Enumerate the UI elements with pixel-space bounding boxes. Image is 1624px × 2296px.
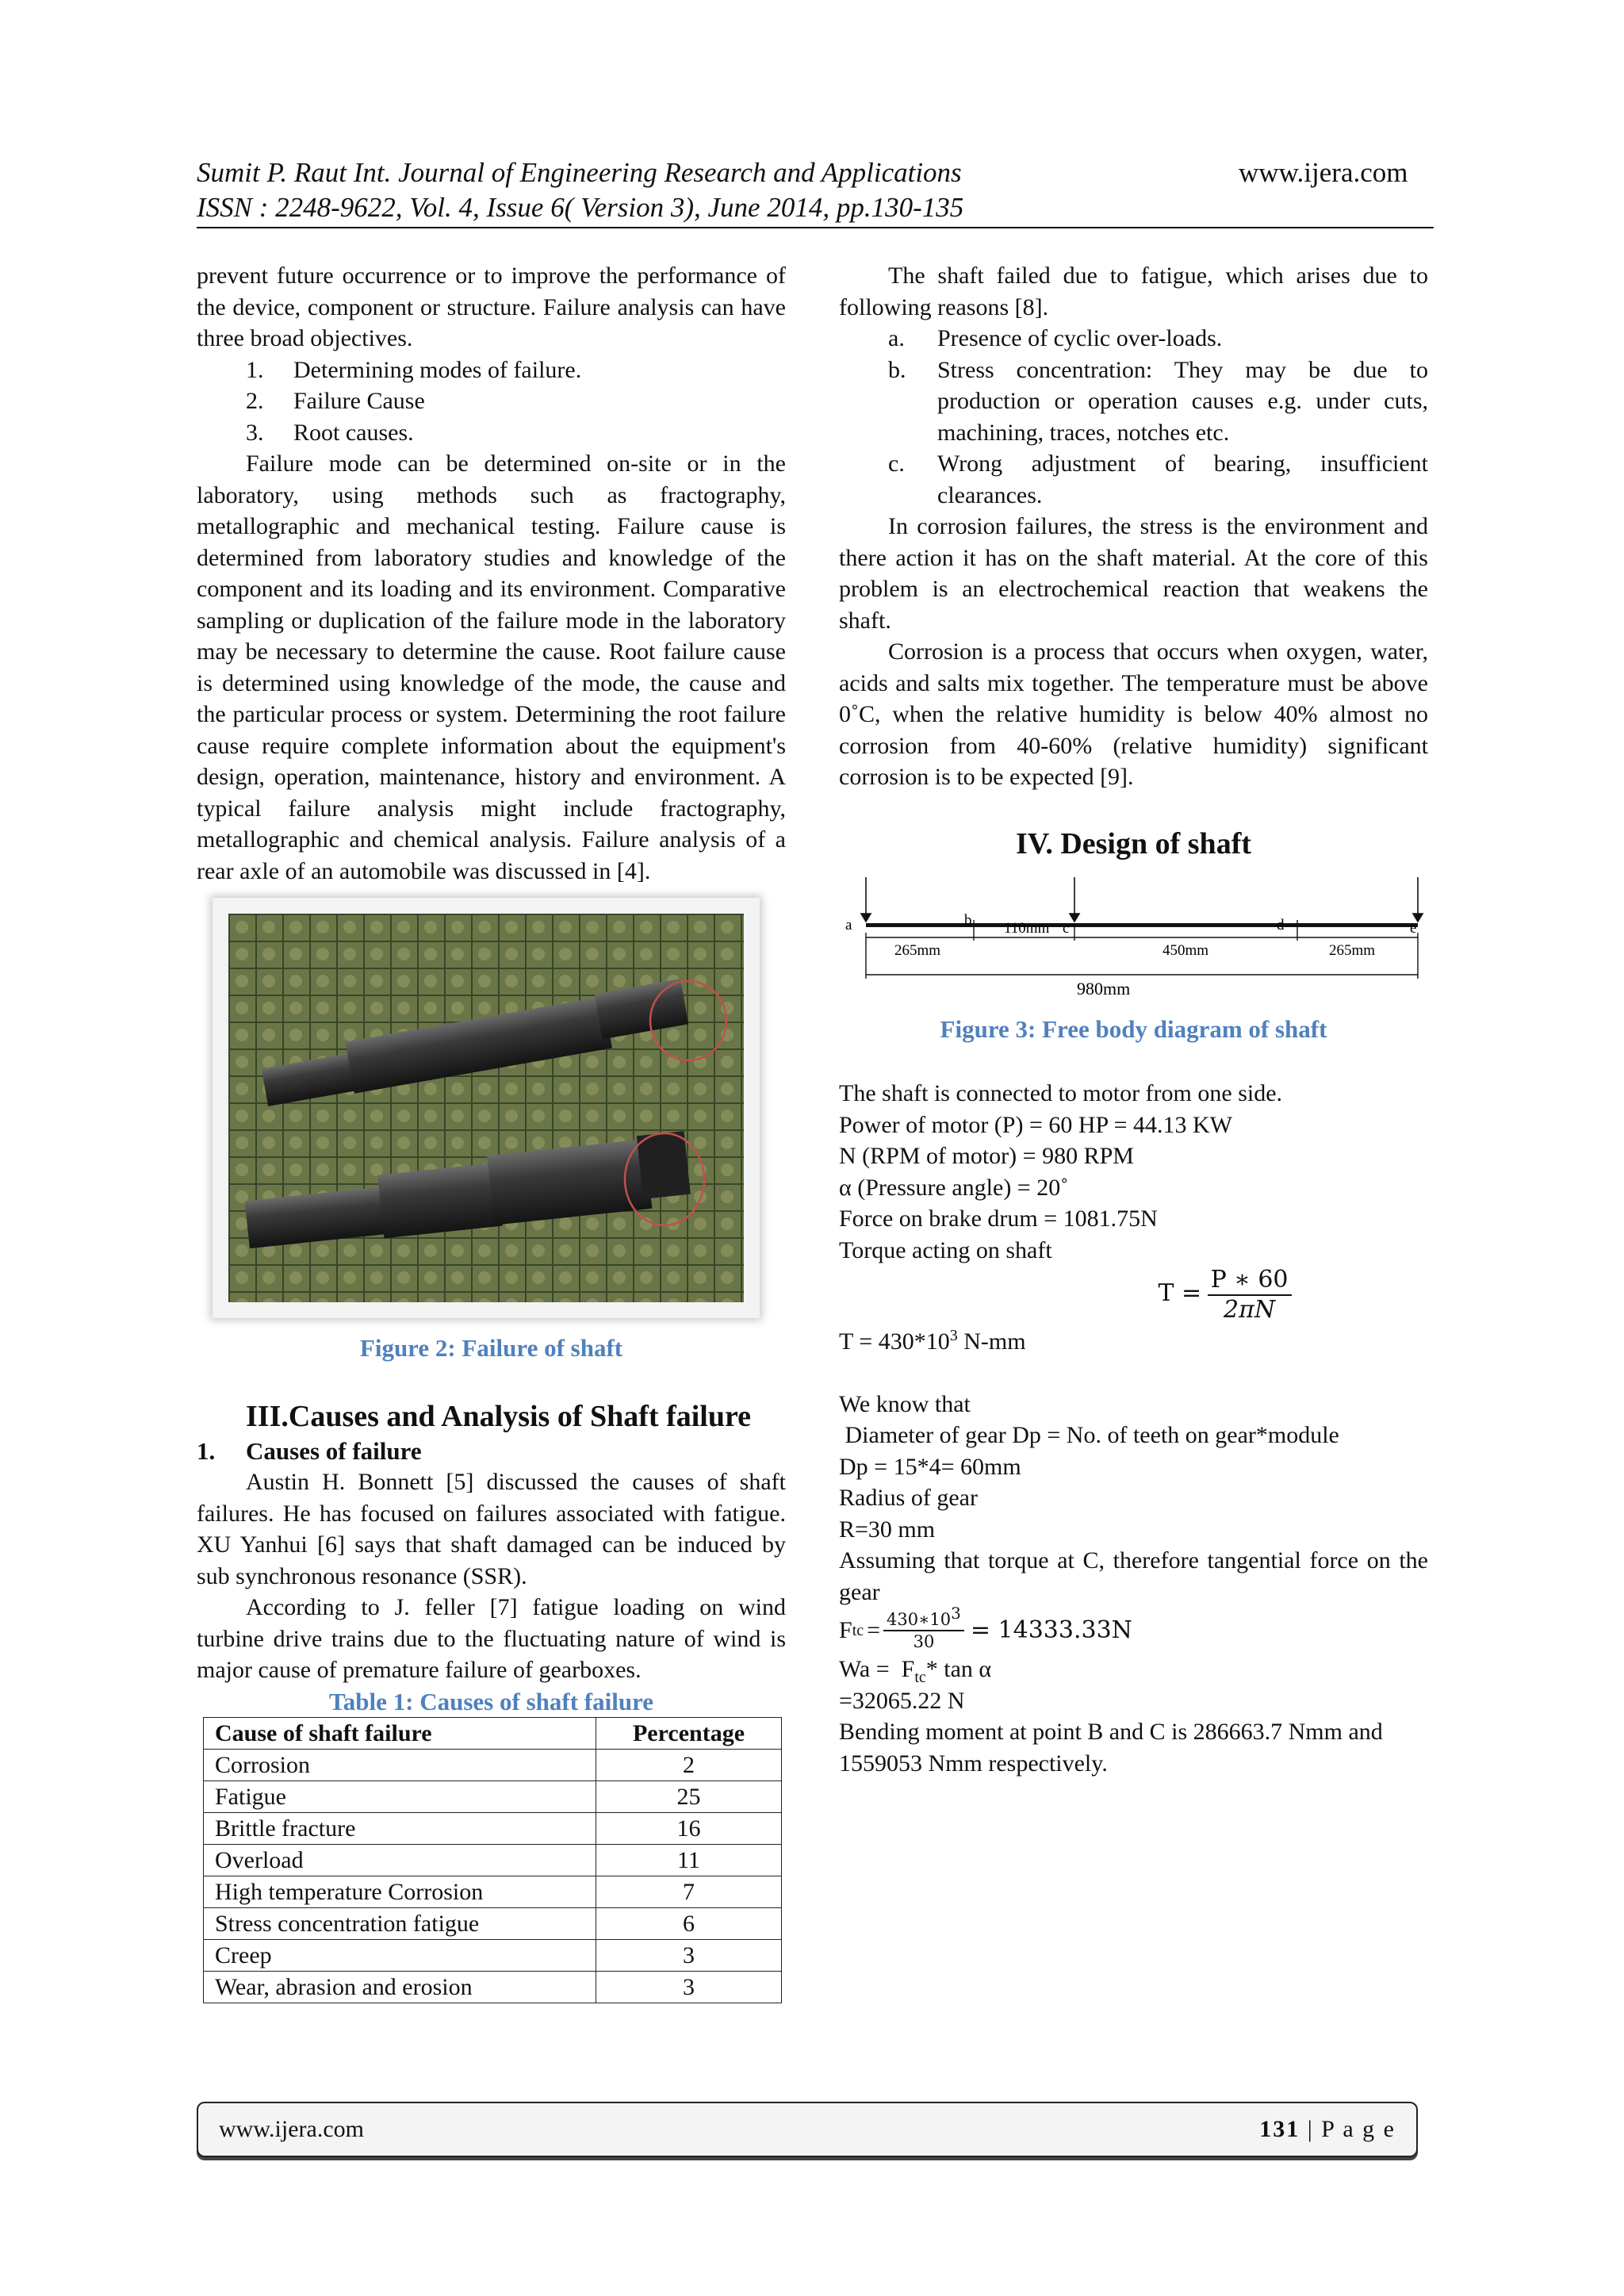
- subsection-1-heading: 1. Causes of failure: [197, 1436, 422, 1465]
- dim-de-label: 265mm: [1329, 941, 1376, 959]
- load-arrows: [861, 877, 1423, 922]
- shaft-beam: [866, 923, 1418, 927]
- calc-line: Assuming that torque at C, therefore tangential force on the gear: [839, 1547, 1428, 1605]
- torque-value: $T = 430*10^3$ N-mm: [839, 1327, 1026, 1355]
- dim-ab-label: 265mm: [894, 941, 941, 959]
- causes-table: [203, 1717, 782, 2003]
- point-e-label: e: [1410, 919, 1417, 937]
- calc-line: Power of motor (P) = 60 HP = 44.13 KW: [839, 1111, 1233, 1138]
- list-item: 1. Determining modes of failure.: [246, 356, 582, 383]
- table-row: Overload 11: [204, 1845, 782, 1876]
- calc-line: R=30 mm: [839, 1516, 936, 1543]
- failure-mode-paragraph: Failure mode can be determined on-site or in the laboratory, using methods such as fractography, metallographic and mechanical testing. Failure cause is determined from laboratory studies and knowledge of the component and its loading and its environment. Comparative sampling or duplication of the failure mode in the laboratory may be necessary to determine the cause. Root failure cause is determined using knowledge of the mode, the cause and the particular process or system. Determining the root failure cause require complete information about the equipment's design, operation, maintenance, history and environment. A typical failure analysis might include fractography, metallographic and chemical analysis. Failure analysis of a rear axle of an automobile was discussed in [4].: [197, 450, 786, 884]
- section-3-heading: III.Causes and Analysis of Shaft failure: [246, 1399, 752, 1433]
- journal-line: Sumit P. Raut Int. Journal of Engineering Research and Applications: [197, 157, 962, 188]
- list-item: 2. Failure Cause: [246, 388, 425, 414]
- issn-line: ISSN : 2248-9622, Vol. 4, Issue 6( Version 3), June 2014, pp.130-135: [197, 192, 964, 223]
- reasons-list: [839, 323, 1428, 511]
- right-column: [839, 260, 1428, 1779]
- figure-3-caption: Figure 3: Free body diagram of shaft: [940, 1014, 1327, 1043]
- dim-total-label: 980mm: [1077, 978, 1131, 999]
- calc-line: N (RPM of motor) = 980 RPM: [839, 1143, 1134, 1169]
- calc-line: Bending moment at point B and C is 286663.7 Nmm and 1559053 Nmm respectively.: [839, 1719, 1383, 1777]
- austin-paragraph: Austin H. Bonnett [5] discussed the causes of shaft failures. He has focused on failures associated with fatigue. XU Yanhui [6] says that shaft damaged can be induced by sub synchronous resonance (SSR).: [197, 1469, 786, 1589]
- page-number: 131 | P a g e: [1259, 2116, 1396, 2142]
- shaft-failure-photo: [228, 914, 744, 1302]
- table-row: Wear, abrasion and erosion 3: [204, 1972, 782, 2003]
- left-column: [197, 260, 786, 2003]
- free-body-diagram: [839, 876, 1442, 1002]
- list-item: c. Wrong adjustment of bearing, insufficient clearances.: [888, 450, 1428, 508]
- dim-cd-label: 450mm: [1162, 941, 1209, 959]
- calc-line: The shaft is connected to motor from one side.: [839, 1080, 1283, 1106]
- table-row: Brittle fracture 16: [204, 1813, 782, 1845]
- table-row: Stress concentration fatigue 6: [204, 1908, 782, 1940]
- point-c-label: c: [1063, 919, 1070, 937]
- footer-website: www.ijera.com: [219, 2116, 364, 2142]
- table-row: High temperature Corrosion 7: [204, 1876, 782, 1908]
- list-item: b. Stress concentration: They may be due to production or operation causes e.g. under cuts, machining, traces, notches etc.: [888, 356, 1428, 446]
- table-row: Corrosion 2: [204, 1750, 782, 1781]
- feller-paragraph: According to J. feller [7] fatigue loading on wind turbine drive trains due to the fluctuating nature of wind is major cause of premature failure of gearboxes.: [197, 1594, 786, 1683]
- figure-2-caption: Figure 2: Failure of shaft: [359, 1334, 623, 1362]
- section-4-heading: IV. Design of shaft: [1015, 826, 1252, 861]
- page-footer: [197, 2102, 1418, 2157]
- intro-paragraph: prevent future occurrence or to improve the performance of the device, component or structure. Failure analysis can have three broad objectives.: [197, 263, 786, 351]
- dim-bc-label: 110mm: [1004, 919, 1050, 937]
- calc-line: Torque acting on shaft: [839, 1236, 1052, 1263]
- header-website: www.ijera.com: [1239, 157, 1408, 188]
- calc-line: Force on brake drum = 1081.75N: [839, 1205, 1158, 1232]
- wa-line: $Wa = F_{tc}*$ tan α: [839, 1656, 992, 1686]
- point-b-label: b: [964, 911, 972, 929]
- corrosion-paragraph-1: In corrosion failures, the stress is the environment and there action it has on the shaft material. At the core of this problem is an electrochemical reaction that weakens the shaft.: [839, 513, 1428, 634]
- calc-line: α (Pressure angle) = 20˚: [839, 1174, 1069, 1201]
- calc-line: Radius of gear: [839, 1485, 978, 1511]
- point-a-label: a: [845, 916, 852, 933]
- objectives-list: [197, 355, 786, 449]
- table-row: Creep 3: [204, 1940, 782, 1972]
- point-d-label: d: [1277, 916, 1285, 933]
- torque-equation: T = $\frac{P ∗ 60}{2\pi N}$: [839, 1266, 1428, 1326]
- figure-2-frame: [213, 898, 760, 1318]
- calc-line: We know that: [839, 1390, 971, 1417]
- calc-line: Diameter of gear Dp = No. of teeth on gear*module: [839, 1422, 1339, 1448]
- design-calculations: [839, 1078, 1428, 1779]
- list-item: a. Presence of cyclic over-loads.: [888, 325, 1223, 351]
- list-item: 3. Root causes.: [246, 419, 414, 446]
- fatigue-paragraph: The shaft failed due to fatigue, which arises due to following reasons [8].: [839, 263, 1428, 320]
- table-row: Fatigue 25: [204, 1781, 782, 1813]
- tangential-force-equation: F tc = $\frac{430∗10^3}{30}$ = 14333.33N: [839, 1604, 1132, 1651]
- header-rule: [197, 227, 1434, 228]
- corrosion-paragraph-2: Corrosion is a process that occurs when oxygen, water, acids and salts mix together. The temperature must be above 0˚C, when the relative humidity is below 40% almost no corrosion from 40-60% (relative humidity) significant corrosion is to be expected [9].: [839, 638, 1428, 790]
- table-1-caption: Table 1: Causes of shaft failure: [328, 1687, 654, 1715]
- table-header-row: Cause of shaft failure Percentage: [204, 1718, 782, 1750]
- calc-line: =32065.22 N: [839, 1687, 965, 1714]
- calc-line: Dp = 15*4= 60mm: [839, 1453, 1021, 1480]
